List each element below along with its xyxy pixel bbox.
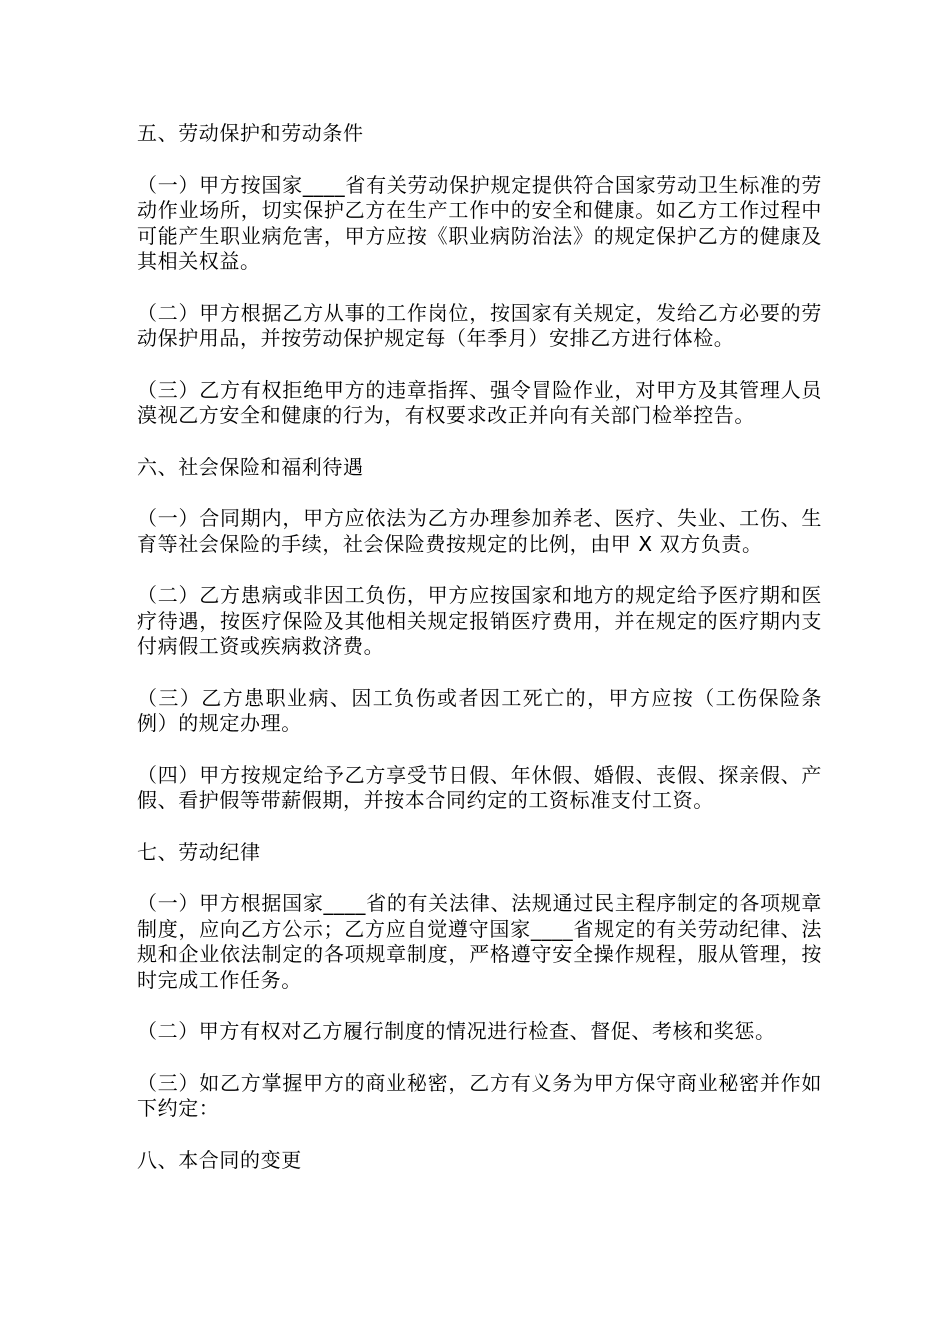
paragraph-protective-equipment: （二）甲方根据乙方从事的工作岗位，按国家有关规定，发给乙方必要的劳动保护用品，并按劳动保护规定每（年季月）安排乙方进行体检。 (137, 300, 822, 350)
paragraph-trade-secrets: （三）如乙方掌握甲方的商业秘密，乙方有义务为甲方保守商业秘密并作如下约定： (137, 1070, 822, 1120)
paragraph-right-to-refuse: （三）乙方有权拒绝甲方的违章指挥、强令冒险作业，对甲方及其管理人员漠视乙方安全和健康的行为，有权要求改正并向有关部门检举控告。 (137, 377, 822, 427)
section-heading-labor-protection: 五、劳动保护和劳动条件 (137, 121, 364, 145)
paragraph-occupational-injury: （三）乙方患职业病、因工负伤或者因工死亡的，甲方应按（工伤保险条例）的规定办理。 (137, 685, 822, 735)
paragraph-paid-leave: （四）甲方按规定给予乙方享受节日假、年休假、婚假、丧假、探亲假、产假、看护假等带薪假期，并按本合同约定的工资标准支付工资。 (137, 762, 822, 812)
paragraph-insurance-enrollment: （一）合同期内，甲方应依法为乙方办理参加养老、医疗、失业、工伤、生育等社会保险的手续，社会保险费按规定的比例，由甲 X 双方负责。 (137, 506, 822, 556)
paragraph-workplace-safety: （一）甲方按国家____省有关劳动保护规定提供符合国家劳动卫生标准的劳动作业场所，切实保护乙方在生产工作中的安全和健康。如乙方工作过程中可能产生职业病危害，甲方应按《职业病防治法》的规定保护乙方的健康及其相关权益。 (137, 172, 822, 273)
section-heading-contract-changes: 八、本合同的变更 (137, 1147, 302, 1172)
paragraph-inspection-rights: （二）甲方有权对乙方履行制度的情况进行检查、督促、考核和奖惩。 (137, 1019, 776, 1043)
section-heading-social-insurance: 六、社会保险和福利待遇 (137, 454, 364, 479)
section-heading-labor-discipline: 七、劳动纪律 (137, 839, 261, 864)
document-page (137, 121, 822, 1173)
paragraph-illness-treatment: （二）乙方患病或非因工负伤，甲方应按国家和地方的规定给予医疗期和医疗待遇，按医疗保险及其他相关规定报销医疗费用，并在规定的医疗期内支付病假工资或疾病救济费。 (137, 583, 822, 658)
paragraph-rules-compliance: （一）甲方根据国家____省的有关法律、法规通过民主程序制定的各项规章制度，应向乙方公示；乙方应自觉遵守国家____省规定的有关劳动纪律、法规和企业依法制定的各项规章制度，严格遵守安全操作规程，服从管理，按时完成工作任务。 (137, 891, 822, 992)
